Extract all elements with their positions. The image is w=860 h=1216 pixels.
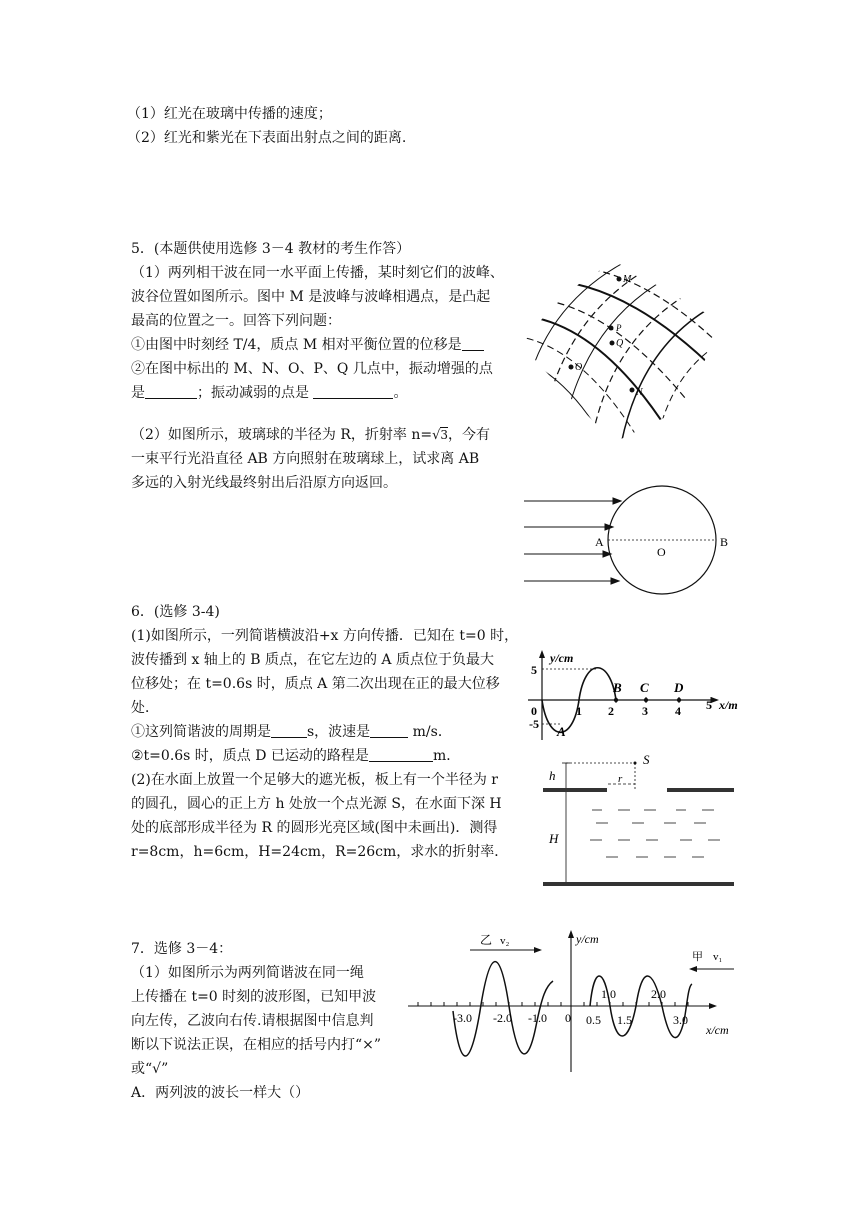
q5-p2-line-2: 一束平行光沿直径 AB 方向照射在玻璃球上，试求离 AB	[131, 451, 480, 467]
label-o: O	[575, 362, 583, 373]
point-o	[569, 365, 574, 370]
q5-p2-line-1	[131, 425, 490, 446]
q6-line-5c: m/s．	[408, 724, 452, 740]
label-p: P	[616, 323, 622, 333]
q5-p2-line-1c: ，今有	[448, 427, 491, 443]
interference-figure	[520, 260, 720, 450]
point-p	[609, 326, 614, 331]
label-r: r	[618, 773, 623, 785]
label-v2: v₂	[500, 935, 510, 947]
tick-1-5: 1.5	[617, 1013, 632, 1027]
label-n: N	[636, 387, 643, 398]
tick-x-1: 1	[576, 704, 582, 718]
q7-line-2: 上传播在 t=0 时刻的波形图，已知甲波	[131, 989, 377, 1005]
q4-line-1: （1）红光在玻璃中传播的速度；	[127, 106, 332, 122]
y-axis-arrow	[568, 930, 574, 938]
label-h-small: h	[549, 768, 556, 783]
point-n	[630, 388, 635, 393]
q5-p1-line-6c: 。	[393, 385, 408, 401]
q7-line-3: 向左传，乙波向右传.请根据图中信息判	[131, 1013, 374, 1029]
q7-line-1: （1）如图所示为两列简谐波在同一绳	[131, 965, 364, 981]
tick-y-neg5: -5	[529, 717, 539, 731]
tick-x-4: 4	[675, 704, 681, 718]
q6-line-5b: s，波速是	[307, 724, 371, 740]
x-axis-arrow	[709, 1003, 717, 1009]
sqrt-sign: √	[432, 428, 441, 443]
q6-line-6b: m．	[432, 748, 461, 764]
q5-p1-line-5: ②在图中标出的 M、N、O、P、Q 几点中，振动增强的点	[131, 361, 493, 377]
q7-line-6: A．两列波的波长一样大（）	[131, 1085, 310, 1101]
q6-line-5a: ①这列简谐波的周期是	[131, 724, 271, 740]
two-wave-figure	[408, 926, 738, 1076]
q5-p1-line-6a: 是	[131, 385, 145, 401]
tick-neg-1: -1.0	[528, 1011, 547, 1025]
label-b: B	[720, 535, 729, 549]
q5-title: 5．(本题供使用选修 3－4 教材的考生作答）	[131, 241, 411, 257]
x-ticks	[418, 1002, 688, 1006]
q6-line-1: (1)如图所示，一列简谐横波沿+x 方向传播．已知在 t=0 时，	[131, 628, 519, 644]
tick-x-5: 5	[706, 698, 712, 712]
tick-x-2: 2	[608, 704, 614, 718]
x-axis-label: x/m	[719, 698, 738, 712]
wave-yi	[453, 962, 553, 1056]
q6-line-8: 的圆孔，圆心的正上方 h 处放一个点光源 S，在水面下深 H	[131, 796, 502, 812]
q6-line-9: 处的底部形成半径为 R 的圆形光亮区域(图中未画出)．测得	[131, 820, 498, 836]
label-center-o: O	[657, 545, 666, 559]
label-v1: v₁	[713, 951, 723, 963]
label-h-large: H	[549, 831, 559, 846]
answer-blank	[369, 747, 433, 762]
answer-blank	[271, 723, 307, 738]
label-m: M	[623, 274, 632, 285]
water-light-figure	[540, 750, 740, 890]
q6-line-4: 处．	[131, 700, 159, 716]
y-axis-arrow	[539, 650, 545, 658]
point-m	[617, 277, 622, 282]
label-a: A	[595, 535, 604, 549]
q5-p1-line-4-text: ①由图中时刻经 T/4，质点 M 相对平衡位置的位移是	[131, 337, 462, 353]
point-a-label: A	[557, 724, 566, 739]
tick-1-0: 1.0	[601, 987, 616, 1001]
q6-line-5	[131, 722, 452, 742]
q5-p1-line-3: 最高的位置之一。回答下列问题：	[131, 313, 341, 329]
tick-2-0: 2.0	[651, 987, 666, 1001]
q6-title: 6．(选修 3-4)	[131, 604, 220, 620]
x-axis-label: x/cm	[706, 1023, 729, 1037]
y-axis-label: y/cm	[550, 651, 574, 665]
shade-board-left	[543, 788, 607, 792]
label-jia: 甲	[692, 951, 703, 963]
tick-origin: 0	[531, 704, 537, 718]
q5-p2-line-3: 多远的入射光线最终射出后沿原方向返回。	[131, 475, 397, 491]
shade-board-right	[667, 788, 734, 792]
wave-graph	[528, 648, 748, 743]
q7-line-4: 断以下说法正误，在相应的括号内打“×”	[131, 1037, 382, 1053]
tick-x-3: 3	[642, 704, 648, 718]
glass-sphere-figure	[524, 484, 744, 594]
q7-line-5: 或“√”	[131, 1061, 169, 1077]
water-surface-marks	[590, 810, 720, 857]
answer-blank	[313, 384, 393, 399]
answer-blank	[145, 384, 197, 399]
label-yi: 乙	[480, 933, 493, 947]
answer-blank	[370, 723, 408, 738]
tick-3-0: 3.0	[673, 1013, 688, 1027]
wave-jia	[590, 976, 692, 1038]
x-axis-arrow	[711, 697, 719, 703]
q5-p1-line-1: （1）两列相干波在同一水平面上传播，某时刻它们的波峰、	[131, 265, 504, 281]
tick-origin: 0	[565, 1011, 571, 1025]
q5-p1-line-6b: ；振动减弱的点是	[197, 385, 309, 401]
q4-line-2: （2）红光和紫光在下表面出射点之间的距离.	[127, 130, 407, 146]
label-q: Q	[616, 338, 624, 349]
y-axis-label: y/cm	[576, 932, 599, 946]
q5-p1-line-6	[131, 383, 407, 403]
incident-rays	[524, 498, 621, 584]
q6-line-7: (2)在水面上放置一个足够大的遮光板，板上有一个半径为 r	[131, 772, 498, 788]
point-b-label: B	[613, 680, 622, 695]
q6-line-6a: ②t=0.6s 时，质点 D 已运动的路程是	[131, 748, 369, 764]
q7-title: 7．选修 3－4：	[131, 941, 233, 957]
q5-p1-line-2: 波谷位置如图所示。图中 M 是波峰与波峰相遇点，是凸起	[131, 289, 491, 305]
q6-line-10: r=8cm，h=6cm，H=24cm，R=26cm，求水的折射率．	[131, 844, 509, 860]
tick-neg-3: -3.0	[453, 1011, 472, 1025]
q6-line-6	[131, 746, 460, 766]
tick-0-5: 0.5	[586, 1013, 601, 1027]
label-s: S	[643, 752, 650, 767]
q5-p2-line-1a: （2）如图所示，玻璃球的半径为 R，折射率 n=	[131, 427, 433, 443]
point-c-label: C	[640, 680, 649, 695]
point-d-label: D	[674, 680, 684, 695]
tick-neg-2: -2.0	[493, 1011, 512, 1025]
sqrt-radicand: 3	[440, 428, 449, 442]
answer-blank	[462, 336, 484, 351]
bottom-plate	[543, 882, 734, 886]
q6-line-2: 波传播到 x 轴上的 B 质点，在它左边的 A 质点位于负最大	[131, 652, 494, 668]
point-q	[610, 341, 615, 346]
tick-y-5: 5	[531, 663, 537, 677]
q5-p1-line-4	[131, 335, 484, 355]
q6-line-3: 位移处；在 t=0.6s 时，质点 A 第二次出现在正的最大位移	[131, 676, 500, 692]
